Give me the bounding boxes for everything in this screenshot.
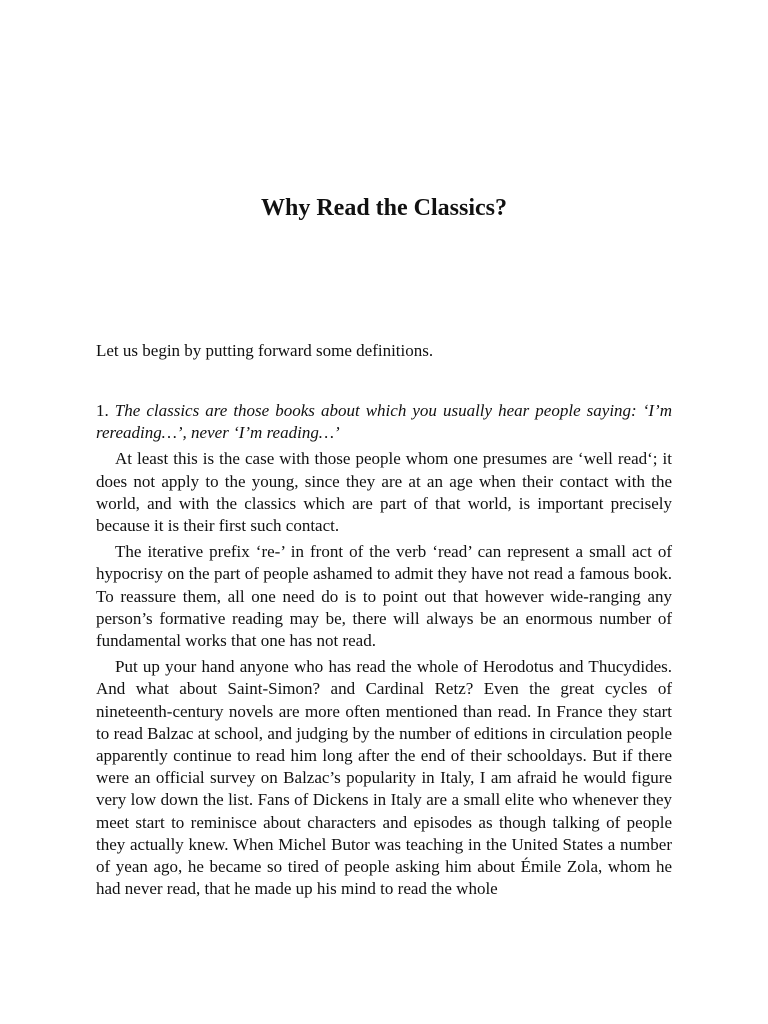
body-text (96, 400, 672, 904)
body-paragraph-2: The iterative prefix ‘re-’ in front of the verb ‘read’ can represent a small act of hypocrisy on the part of people ashamed to admit they have not read a famous book. To reassure them, all one need do is to point out that however wide-ranging any person’s formative reading may be, there will always be an enormous number of fundamental works that one has not read. (96, 542, 672, 651)
definition-paragraph (96, 400, 672, 444)
body-paragraph-1: At least this is the case with those people whom one presumes are ‘well read‘; it does not apply to the young, since they are at an age when their contact with the world, and with the classics which are part of that world, is important precisely because it is their first such contact. (96, 449, 672, 536)
chapter-title: Why Read the Classics? (260, 195, 507, 221)
definition-text: The classics are those books about which you usually hear people saying: ‘I’m rereading…’, never ‘I’m reading…’ (96, 401, 672, 443)
intro-sentence: Let us begin by putting forward some definitions. (96, 341, 434, 360)
book-page (96, 0, 672, 1024)
definition-number: 1. (96, 401, 115, 420)
body-paragraph-3: Put up your hand anyone who has read the whole of Herodotus and Thucydides. And what about Saint-Simon? and Cardinal Retz? Even the great cycles of nineteenth-century novels are more often mentioned than read. In France they start to read Balzac at school, and judging by the number of editions in circulation people apparently continue to read him long after the end of their schooldays. But if there were an official survey on Balzac’s popularity in Italy, I am afraid he would figure very low down the list. Fans of Dickens in Italy are a small elite who whenever they meet start to reminisce about characters and episodes as though talking of people they actually knew. When Michel Butor was teaching in the United States a number of yean ago, he became so tired of people asking him about Émile Zola, whom he had never read, that he made up his mind to read the whole (96, 657, 672, 899)
